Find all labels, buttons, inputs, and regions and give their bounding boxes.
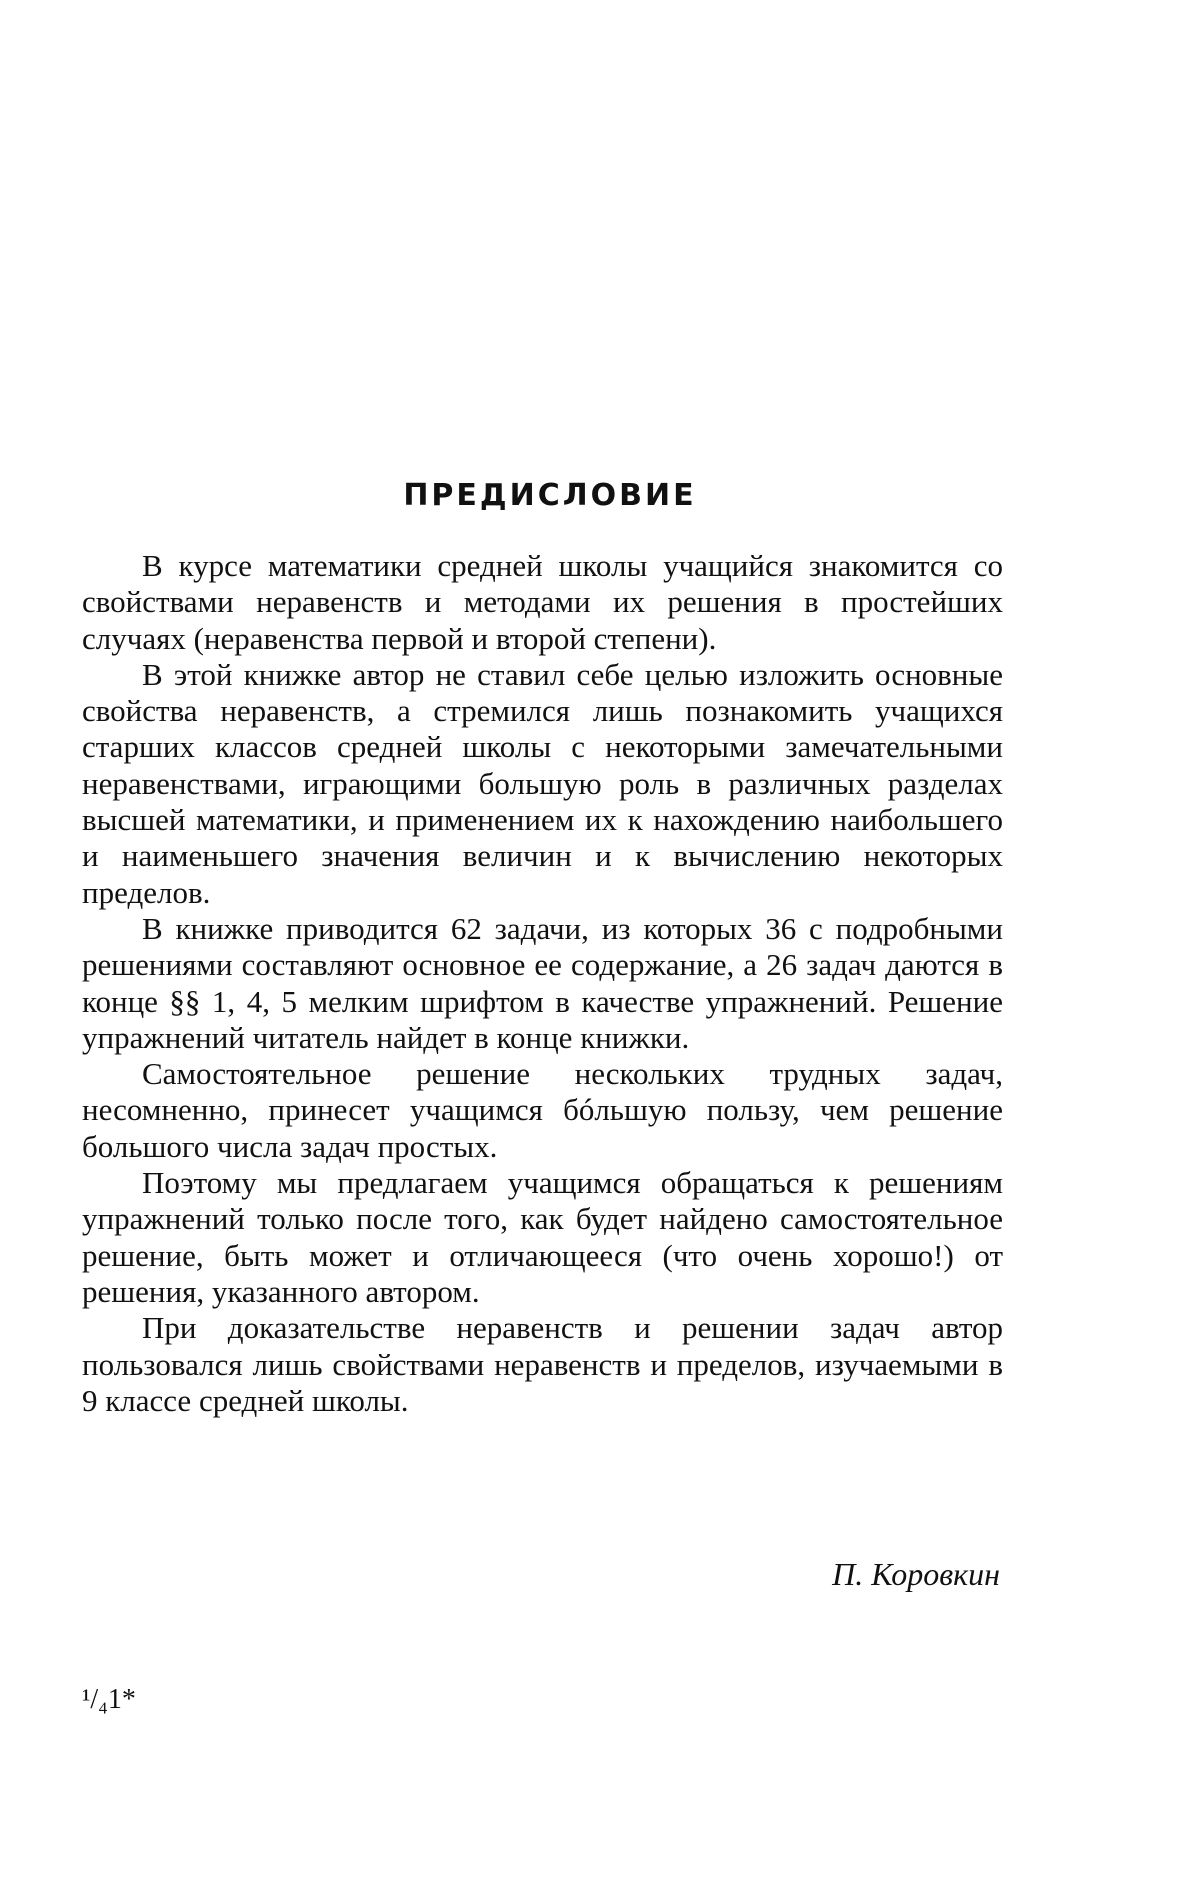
paragraph: При доказательстве неравенств и решении задач автор пользовался лишь свойствами неравенств и пределов, изучаемыми в 9 классе средней школы.: [82, 1310, 1003, 1418]
paragraph: В курсе математики средней школы учащийся знакомится со свойствами неравенств и методами их решения в простейших случаях (неравенства первой и второй степени).: [82, 548, 1003, 656]
paragraph: Самостоятельное решение нескольких трудных задач, несомненно, принесет учащимся бóльшую пользу, чем решение большого числа задач простых.: [82, 1056, 1003, 1164]
paragraph: В книжке приводится 62 задачи, из которых 36 с подробными решениями составляют основное ее содержание, а 26 задач даются в конце §§ 1, 4, 5 мелким шрифтом в качестве упражнений. Решение упражнений читатель найдет в конце книжки.: [82, 910, 1003, 1055]
paragraph: Поэтому мы предлагаем учащимся обращаться к решениям упражнений только после того, как будет найдено самостоятельное решение, быть может и отличающееся (что очень хорошо!) от решения, указанного автором.: [82, 1165, 1003, 1309]
page-title: ПРЕДИСЛОВИЕ: [403, 478, 697, 513]
preface-body: [82, 548, 1003, 1419]
paragraph: В этой книжке автор не ставил себе целью изложить основные свойства неравенств, а стремился лишь познакомить учащихся старших классов средней школы с некоторыми замечательными неравенствами, играющими большую роль в различных разделах высшей математики, и применением их к нахождению наибольшего и наименьшего значения величин и к вычислению некоторых пределов.: [82, 656, 1003, 910]
page-marker: ¹/₄1*: [82, 1684, 136, 1715]
author-signature: П. Коровкин: [832, 1556, 1000, 1592]
